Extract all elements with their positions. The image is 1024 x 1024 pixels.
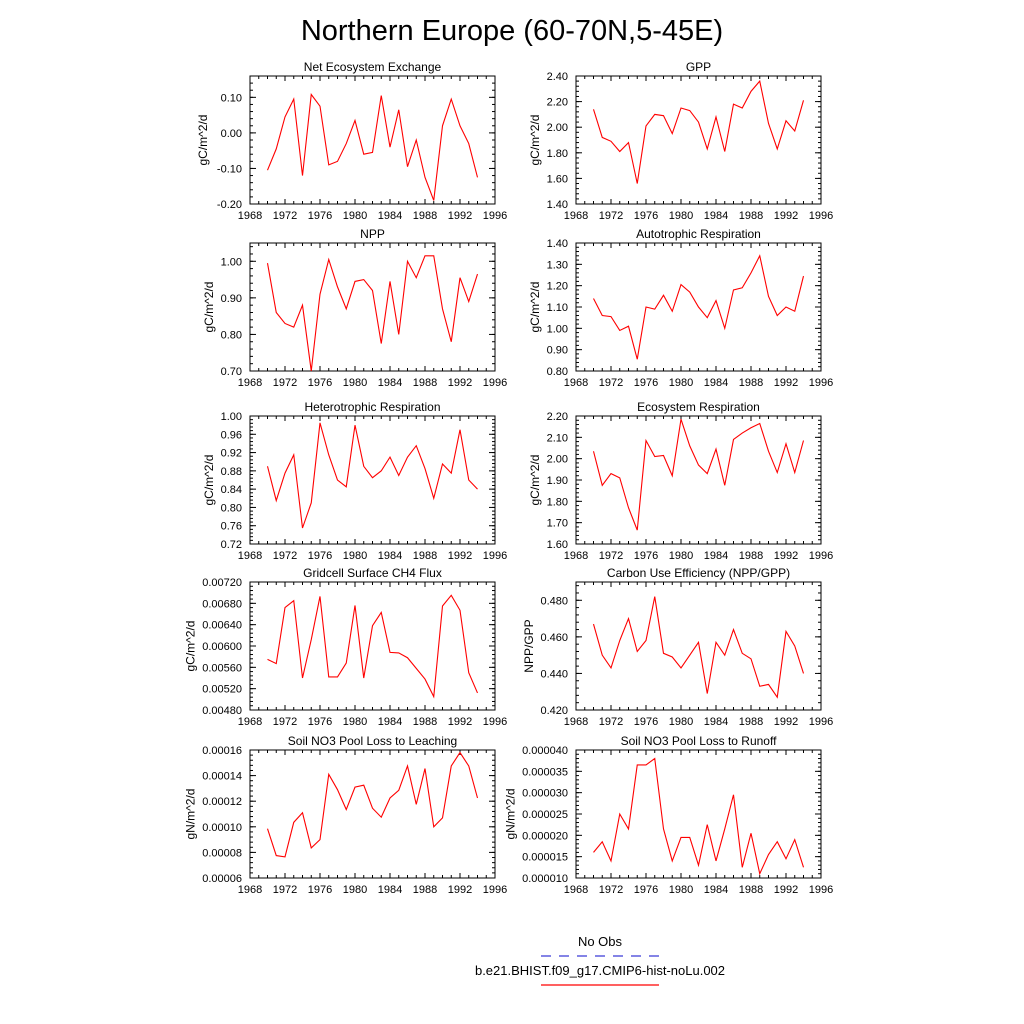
panel-title: Net Ecosystem Exchange [303, 60, 442, 74]
legend-obs-label: No Obs [577, 934, 623, 949]
series-line [268, 94, 478, 200]
x-tick-label: 1992 [773, 884, 799, 896]
y-tick-label: 0.00016 [202, 745, 242, 757]
y-tick-label: 0.000035 [522, 766, 568, 779]
y-tick-label: 0.80 [220, 329, 242, 342]
y-tick-label: 0.80 [546, 366, 568, 378]
y-axis-label: gC/m^2/d [202, 281, 217, 333]
panel-title: GPP [685, 60, 712, 74]
x-tick-label: 1992 [447, 377, 473, 389]
y-tick-label: 1.20 [546, 280, 568, 293]
y-tick-label: 0.000015 [522, 851, 568, 864]
y-axis-label: gC/m^2/d [528, 454, 543, 506]
y-tick-label: 0.00012 [202, 796, 242, 809]
panel-2 [528, 60, 833, 222]
x-tick-label: 1996 [482, 377, 508, 389]
y-tick-label: 2.40 [546, 71, 568, 83]
y-tick-label: 0.440 [540, 668, 568, 681]
x-tick-label: 1996 [808, 884, 834, 896]
x-tick-label: 1972 [598, 210, 624, 222]
x-tick-label: 1984 [703, 716, 729, 728]
x-tick-label: 1968 [563, 377, 589, 389]
y-tick-label: 0.10 [220, 92, 242, 105]
x-tick-label: 1972 [598, 550, 624, 562]
x-tick-label: 1988 [738, 377, 764, 389]
y-axis-label: gC/m^2/d [528, 281, 543, 333]
x-tick-label: 1976 [633, 716, 659, 728]
x-tick-label: 1984 [703, 884, 729, 896]
x-tick-label: 1968 [237, 884, 263, 896]
x-tick-label: 1972 [272, 210, 298, 222]
y-tick-label: 0.80 [220, 502, 242, 515]
y-tick-label: 1.00 [220, 411, 242, 423]
x-tick-label: 1984 [377, 716, 403, 728]
x-tick-label: 1984 [703, 377, 729, 389]
y-tick-label: 1.60 [546, 173, 568, 186]
y-axis-label: gC/m^2/d [528, 114, 543, 166]
x-tick-label: 1972 [598, 884, 624, 896]
y-tick-label: 1.90 [546, 475, 568, 487]
x-tick-label: 1980 [668, 377, 694, 389]
panel-7 [184, 566, 508, 728]
y-tick-label: -0.20 [216, 199, 242, 211]
x-tick-label: 1992 [447, 550, 473, 562]
series-line [268, 423, 478, 528]
series-line [594, 597, 804, 698]
panel-5 [202, 400, 507, 562]
x-tick-label: 1988 [738, 550, 764, 562]
panel-title: Carbon Use Efficiency (NPP/GPP) [606, 566, 791, 580]
x-tick-label: 1988 [412, 716, 438, 728]
y-tick-label: 2.20 [546, 411, 568, 423]
y-tick-label: 0.70 [220, 366, 242, 378]
series-line [594, 256, 804, 359]
x-tick-label: 1976 [307, 550, 333, 562]
panel-title: Heterotrophic Respiration [304, 400, 441, 414]
x-tick-label: 1992 [447, 716, 473, 728]
x-tick-label: 1968 [237, 550, 263, 562]
panel-8 [522, 566, 833, 728]
y-tick-label: 0.00520 [202, 683, 242, 696]
y-tick-label: 0.00680 [202, 598, 242, 611]
y-tick-label: 0.00560 [202, 662, 242, 675]
x-tick-label: 1992 [773, 377, 799, 389]
x-tick-label: 1988 [738, 884, 764, 896]
x-tick-label: 1980 [668, 550, 694, 562]
legend-model-label: b.e21.BHIST.f09_g17.CMIP6-hist-noLu.002 [474, 963, 726, 978]
y-tick-label: 2.00 [546, 122, 568, 135]
x-tick-label: 1984 [377, 550, 403, 562]
y-tick-label: 0.00010 [202, 821, 242, 834]
series-line [268, 753, 478, 857]
y-tick-label: 2.20 [546, 96, 568, 109]
y-tick-label: 1.80 [546, 147, 568, 160]
panel-4 [528, 227, 833, 389]
plot-frame [250, 582, 495, 710]
panel-title: Soil NO3 Pool Loss to Runoff [620, 734, 777, 748]
y-tick-label: 0.90 [220, 292, 242, 305]
y-tick-label: 0.420 [540, 705, 568, 717]
x-tick-label: 1976 [633, 884, 659, 896]
y-tick-label: 2.00 [546, 453, 568, 466]
x-tick-label: 1988 [412, 550, 438, 562]
x-tick-label: 1968 [563, 716, 589, 728]
y-tick-label: 0.00720 [202, 577, 242, 589]
series-line [594, 419, 804, 530]
x-tick-label: 1988 [738, 210, 764, 222]
y-tick-label: 1.40 [546, 238, 568, 250]
x-tick-label: 1972 [272, 884, 298, 896]
panel-title: Autotrophic Respiration [636, 227, 761, 241]
y-tick-label: 0.00014 [202, 770, 242, 783]
panel-title: Gridcell Surface CH4 Flux [303, 566, 442, 580]
plot-frame [576, 76, 821, 204]
x-tick-label: 1996 [482, 716, 508, 728]
y-axis-label: gN/m^2/d [503, 788, 518, 840]
x-tick-label: 1980 [342, 550, 368, 562]
x-tick-label: 1976 [633, 210, 659, 222]
y-tick-label: 0.00480 [202, 705, 242, 717]
x-tick-label: 1976 [307, 377, 333, 389]
x-tick-label: 1992 [773, 210, 799, 222]
x-tick-label: 1968 [563, 884, 589, 896]
y-tick-label: 0.00 [220, 127, 242, 140]
y-axis-label: gN/m^2/d [183, 788, 198, 840]
y-tick-label: 0.72 [220, 539, 242, 551]
figure-title: Northern Europe (60-70N,5-45E) [300, 15, 724, 47]
x-tick-label: 1968 [563, 550, 589, 562]
panel-title: Ecosystem Respiration [637, 400, 760, 414]
x-tick-label: 1968 [237, 210, 263, 222]
y-tick-label: 0.000010 [522, 873, 568, 885]
x-tick-label: 1976 [307, 210, 333, 222]
x-tick-label: 1972 [272, 550, 298, 562]
x-tick-label: 1980 [668, 884, 694, 896]
x-tick-label: 1988 [412, 210, 438, 222]
y-tick-label: 0.480 [540, 595, 568, 608]
y-tick-label: 0.84 [220, 484, 242, 497]
x-tick-label: 1980 [342, 377, 368, 389]
x-tick-label: 1976 [633, 550, 659, 562]
y-tick-label: 1.80 [546, 496, 568, 509]
y-tick-label: 0.76 [220, 520, 242, 533]
y-tick-label: 1.70 [546, 517, 568, 530]
y-tick-label: 1.40 [546, 199, 568, 211]
y-tick-label: 0.90 [546, 344, 568, 357]
x-tick-label: 1980 [342, 210, 368, 222]
panel-title: Soil NO3 Pool Loss to Leaching [287, 734, 458, 748]
plot-frame [576, 750, 821, 878]
y-tick-label: 0.000030 [522, 787, 568, 800]
x-tick-label: 1988 [412, 884, 438, 896]
x-tick-label: 1972 [272, 377, 298, 389]
series-line [594, 759, 804, 874]
y-axis-label: gC/m^2/d [196, 114, 210, 166]
x-tick-label: 1972 [272, 716, 298, 728]
x-tick-label: 1996 [482, 550, 508, 562]
x-tick-label: 1996 [808, 210, 834, 222]
panel-grid [184, 60, 834, 896]
y-axis-label: gC/m^2/d [202, 454, 217, 506]
x-tick-label: 1984 [377, 210, 403, 222]
panel-1 [196, 60, 507, 222]
x-tick-label: 1984 [703, 550, 729, 562]
y-tick-label: 2.10 [546, 432, 568, 445]
x-tick-label: 1984 [377, 884, 403, 896]
x-tick-label: 1968 [563, 210, 589, 222]
x-tick-label: 1980 [668, 210, 694, 222]
x-tick-label: 1980 [342, 716, 368, 728]
y-tick-label: 0.88 [220, 465, 242, 478]
y-tick-label: -0.10 [216, 163, 242, 176]
x-tick-label: 1972 [598, 377, 624, 389]
panel-9 [184, 734, 508, 896]
y-tick-label: 0.460 [540, 631, 568, 644]
x-tick-label: 1976 [307, 884, 333, 896]
series-line [594, 81, 804, 183]
y-tick-label: 0.00640 [202, 619, 242, 632]
x-tick-label: 1968 [237, 716, 263, 728]
y-axis-label: NPP/GPP [522, 619, 536, 673]
x-tick-label: 1992 [447, 884, 473, 896]
panel-10 [503, 734, 833, 896]
plot-frame [250, 76, 495, 204]
x-tick-label: 1984 [377, 377, 403, 389]
y-tick-label: 1.10 [546, 302, 568, 314]
x-tick-label: 1988 [738, 716, 764, 728]
panel-6 [528, 400, 833, 562]
panel-3 [202, 227, 507, 389]
series-line [268, 595, 478, 696]
y-tick-label: 1.00 [546, 323, 568, 336]
y-tick-label: 0.96 [220, 429, 242, 442]
x-tick-label: 1996 [482, 884, 508, 896]
y-tick-label: 1.30 [546, 259, 568, 272]
x-tick-label: 1992 [773, 550, 799, 562]
plot-frame [250, 243, 495, 371]
y-tick-label: 0.000025 [522, 809, 568, 821]
plot-frame [250, 750, 495, 878]
y-tick-label: 0.00600 [202, 641, 242, 653]
y-tick-label: 1.60 [546, 539, 568, 551]
y-tick-label: 1.00 [220, 256, 242, 269]
x-tick-label: 1976 [633, 377, 659, 389]
x-tick-label: 1996 [808, 716, 834, 728]
legend [475, 934, 725, 985]
x-tick-label: 1996 [482, 210, 508, 222]
x-tick-label: 1980 [668, 716, 694, 728]
x-tick-label: 1968 [237, 377, 263, 389]
x-tick-label: 1992 [773, 716, 799, 728]
plot-frame [250, 416, 495, 544]
y-axis-label: gC/m^2/d [183, 620, 198, 672]
x-tick-label: 1988 [412, 377, 438, 389]
x-tick-label: 1976 [307, 716, 333, 728]
plot-frame [576, 416, 821, 544]
x-tick-label: 1984 [703, 210, 729, 222]
y-tick-label: 0.92 [220, 447, 242, 460]
panel-title: NPP [360, 227, 385, 241]
y-tick-label: 0.00006 [202, 873, 242, 885]
series-line [268, 256, 478, 371]
y-tick-label: 0.00008 [202, 847, 242, 860]
y-tick-label: 0.000040 [522, 745, 568, 757]
x-tick-label: 1996 [808, 550, 834, 562]
y-tick-label: 0.000020 [522, 830, 568, 843]
x-tick-label: 1996 [808, 377, 834, 389]
x-tick-label: 1972 [598, 716, 624, 728]
x-tick-label: 1992 [447, 210, 473, 222]
x-tick-label: 1980 [342, 884, 368, 896]
